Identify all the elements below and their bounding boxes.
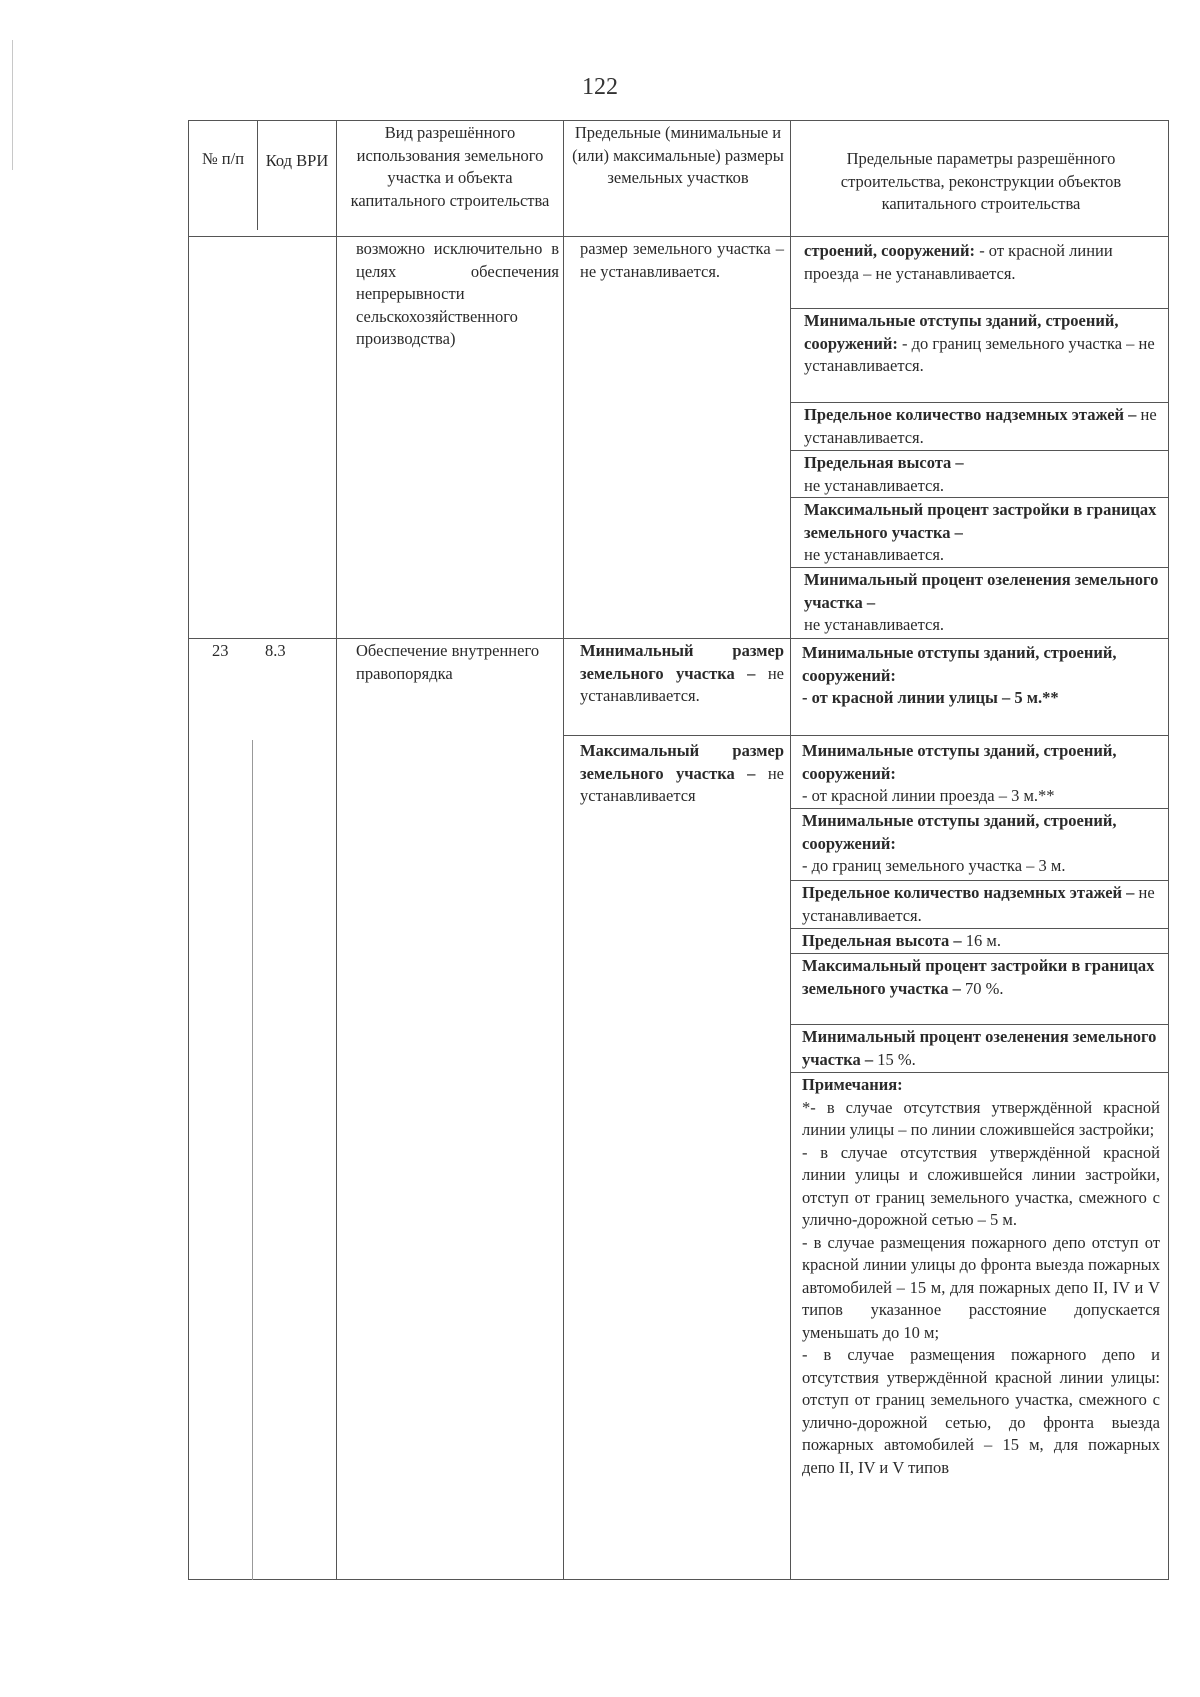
param-label: строений, сооружений: (804, 241, 976, 260)
param-divider (790, 953, 1169, 954)
row-23-type: Обеспечение внутреннего правопорядка (356, 641, 540, 683)
row-23-divider (188, 638, 1169, 639)
note-item: - в случае отсутствия утверждённой красной линии улицы и сложившейся линии застройки, отступ от границ земельного участка, смежного с улично-дорожной сетью – 5 м. (802, 1142, 1160, 1229)
param-value: не устанавливается. (804, 475, 945, 495)
param-label: Минимальные отступы зданий, строений, сооружений: (802, 741, 1117, 783)
param-divider (790, 1024, 1169, 1025)
col-divider-2 (336, 120, 337, 1580)
size-label: Минимальный размер земельного участка – (580, 641, 784, 683)
param-value: не устанавливается. (804, 545, 945, 564)
header-params: Предельные параметры разрешённого строительства, реконструкции объектов капитального строительства (840, 149, 1122, 213)
continued-param-5 (804, 569, 1160, 637)
size-value: не устанавливается (580, 763, 784, 805)
row-23-notes (802, 1074, 1160, 1479)
param-divider (790, 497, 1169, 498)
col-divider-1 (257, 120, 258, 230)
param-label: Минимальный процент озеленения земельного участка – (802, 1027, 1157, 1069)
continued-param-3 (804, 452, 1160, 497)
param-label: Минимальный процент озеленения земельного участка – (804, 570, 1159, 612)
param-label: Максимальный процент застройки в границах земельного участка – (802, 956, 1155, 998)
header-divider (188, 236, 1169, 237)
row-23-param-1 (802, 740, 1160, 808)
row-23-code: 8.3 (265, 641, 286, 660)
param-label: Минимальные отступы зданий, строений, сооружений: (802, 811, 1117, 853)
param-value: 16 м. (965, 931, 1001, 950)
row-23-size-min (580, 640, 784, 708)
scan-edge (12, 40, 13, 170)
continued-param-2 (804, 404, 1160, 449)
notes-title: Примечания: (802, 1075, 903, 1094)
header-code: Код ВРИ (265, 151, 329, 170)
param-value: - от красной линии проезда – 3 м.** (802, 786, 1055, 805)
col-divider-4 (790, 120, 791, 1580)
param-divider (790, 928, 1169, 929)
col-divider-1-lower (252, 740, 253, 1580)
param-value: 15 %. (877, 1049, 916, 1069)
param-divider (790, 567, 1169, 568)
continued-param-0 (804, 240, 1160, 285)
param-label: Предельная высота – (804, 453, 964, 472)
param-value: не устанавливается. (804, 615, 945, 634)
param-divider (790, 1072, 1169, 1073)
row-23-param-2 (802, 810, 1160, 878)
param-label: Минимальные отступы зданий, строений, сооружений: (804, 311, 1119, 353)
row-23-param-3 (802, 882, 1160, 927)
param-label: Предельное количество надземных этажей – (804, 405, 1137, 424)
note-item: *- в случае отсутствия утверждённой красной линии улицы – по линии сложившейся застройки; (802, 1097, 1160, 1139)
page-number: 122 (582, 74, 618, 100)
row-23-param-6 (802, 1026, 1160, 1071)
param-label: Предельное количество надземных этажей – (802, 883, 1135, 902)
note-item: - в случае размещения пожарного депо и отсутствия утверждённой красной линии улицы: отступ от границ земельного участка, смежного с улично-дорожной сетью, до фронта выезда пожарных автомобилей – 15 м, для пожарных депо II, IV и V типов (802, 1345, 1160, 1477)
size-value: не устанавливается. (580, 663, 784, 705)
param-value: не устанавливается. (802, 883, 1155, 925)
note-item: - в случае размещения пожарного депо отступ от красной линии улицы до фронта выезда пожарных автомобилей – 15 м, для пожарных депо II, IV и V типов указанное расстояние допускается уменьшать до 10 м; (802, 1232, 1160, 1342)
param-divider (790, 450, 1169, 451)
param-divider (790, 880, 1169, 881)
row-23-param-0 (802, 642, 1160, 710)
size-label: Максимальный размер земельного участка – (580, 741, 784, 783)
continued-param-1 (804, 310, 1160, 378)
row-23-size-max (580, 740, 784, 808)
param-divider (790, 808, 1169, 809)
param-value: не устанавливается. (804, 405, 1157, 447)
param-value: - от красной линии улицы – 5 м.** (802, 688, 1059, 707)
row-23-param-4 (802, 930, 1160, 953)
row-23-param-5 (802, 955, 1160, 1000)
row-23-num: 23 (212, 641, 229, 660)
header-type: Вид разрешённого использования земельного участка и объекта капитального строительства (350, 123, 550, 210)
param-label: Минимальные отступы зданий, строений, сооружений: (802, 643, 1117, 685)
param-divider (790, 402, 1169, 403)
size-divider (563, 735, 1169, 736)
param-label: Максимальный процент застройки в границах земельного участка – (804, 500, 1157, 542)
param-divider (790, 308, 1169, 309)
header-size: Предельные (минимальные и (или) максимальные) размеры земельных участков (572, 123, 784, 187)
param-value: - до границ земельного участка – 3 м. (802, 856, 1066, 875)
param-label: Предельная высота – (802, 931, 962, 950)
continued-param-4 (804, 499, 1160, 567)
col-divider-3 (563, 120, 564, 1580)
param-value: - от красной линии проезда – не устанавливается. (804, 241, 1113, 283)
header-num: № п/п (201, 149, 245, 168)
param-value: 70 %. (964, 978, 1004, 998)
continued-size-cell: размер земельного участка – не устанавливается. (580, 239, 784, 281)
param-value: - до границ земельного участка – не устанавливается. (804, 333, 1155, 375)
continued-type-cell: возможно исключительно в целях обеспечения непрерывности сельскохозяйственного производства) (356, 239, 559, 348)
